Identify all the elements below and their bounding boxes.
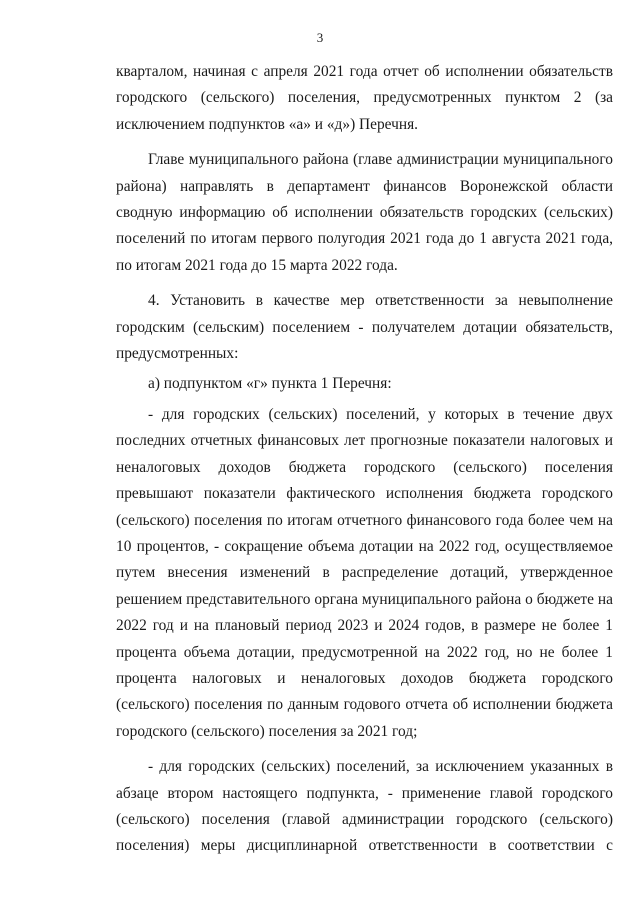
paragraph-item-4: 4. Установить в качестве мер ответственности за невыполнение городским (сельским) поселением - получателем дотации обязательств, предусмотренных: xyxy=(116,292,613,363)
paragraph-measure-disciplinary: - для городских (сельских) поселений, за исключением указанных в абзаце втором настоящего подпункта, - применение главой городского (сельского) поселения (главой администрации городского (сельского) поселения) меры дисциплинарной ответственности в соответствии с xyxy=(116,758,613,855)
paragraph-continuation: кварталом, начиная с апреля 2021 года отчет об исполнении обязательств городского (сельского) поселения, предусмотренных пунктом 2 (за исключением подпунктов «а» и «д») Перечня. xyxy=(116,63,613,133)
paragraph-subitem-a: а) подпунктом «г» пункта 1 Перечня: xyxy=(148,375,392,393)
paragraph-summary-info: Главе муниципального района (главе администрации муниципального района) направлять в департамент финансов Воронежской области сводную информацию об исполнении обязательств городских (сельских) поселений по итогам первого полугодия 2021 года до 1 августа 2021 года, по итогам 2021 года до 15 марта 2022 года. xyxy=(116,151,613,274)
document-body xyxy=(116,59,613,869)
page-number: 3 xyxy=(316,30,324,45)
paragraph-measure-reduction: - для городских (сельских) поселений, у которых в течение двух последних отчетных финансовых лет прогнозные показатели налоговых и неналоговых доходов бюджета городского (сельского) поселения превышают показатели фактического исполнения бюджета городского (сельского) поселения по итогам отчетного финансового года более чем на 10 процентов, - сокращение объема дотации на 2022 год, осуществляемое путем внесения изменений в распределение дотаций, утвержденное решением представительного органа муниципального района о бюджете на 2022 год и на плановый период 2023 и 2024 годов, в размере не более 1 процента объема дотации, предусмотренной на 2022 год, но не более 1 процента налоговых и неналоговых доходов бюджета городского (сельского) поселения по данным годового отчета об исполнении бюджета городского (сельского) поселения за 2021 год; xyxy=(116,405,613,740)
